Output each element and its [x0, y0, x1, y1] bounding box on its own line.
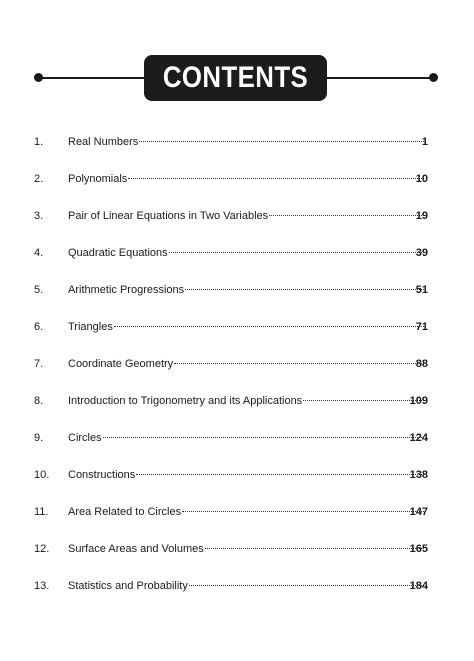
page-number: 138: [409, 469, 428, 481]
title-box: [144, 55, 327, 101]
dot-leader: [103, 437, 424, 438]
chapter-number: 8.: [34, 395, 44, 407]
chapter-number: 3.: [34, 210, 44, 222]
toc-row[interactable]: [0, 578, 474, 598]
dot-leader: [169, 252, 424, 253]
page-number: 147: [409, 506, 428, 518]
toc-entry: [68, 395, 426, 407]
dot-leader: [269, 215, 424, 216]
chapter-number: 7.: [34, 358, 44, 370]
header-dot-left: [34, 73, 43, 82]
toc-row[interactable]: [0, 171, 474, 191]
toc-row[interactable]: [0, 134, 474, 154]
chapter-title: Quadratic Equations: [68, 247, 168, 259]
toc-row[interactable]: [0, 430, 474, 450]
chapter-number: 1.: [34, 136, 44, 148]
dot-leader: [205, 548, 424, 549]
dot-leader: [303, 400, 424, 401]
toc-entry: [68, 469, 426, 481]
chapter-number: 11.: [34, 506, 49, 518]
chapter-title: Surface Areas and Volumes: [68, 543, 204, 555]
chapter-title: Introduction to Trigonometry and its Applications: [68, 395, 303, 407]
chapter-number: 9.: [34, 432, 44, 444]
chapter-number: 5.: [34, 284, 44, 296]
chapter-number: 4.: [34, 247, 44, 259]
dot-leader: [114, 326, 424, 327]
header-rule-left: [38, 77, 150, 79]
toc-entry: [68, 136, 426, 148]
toc-entry: [68, 432, 426, 444]
toc-entry: [68, 321, 426, 333]
toc-entry: [68, 247, 426, 259]
chapter-title: Arithmetic Progressions: [68, 284, 185, 296]
page-number: 39: [415, 247, 428, 259]
dot-leader: [174, 363, 424, 364]
page-number: 10: [415, 173, 428, 185]
page-number: 19: [415, 210, 428, 222]
page-number: 71: [415, 321, 428, 333]
toc-row[interactable]: [0, 541, 474, 561]
page-number: 1: [421, 136, 428, 148]
toc-row[interactable]: [0, 356, 474, 376]
chapter-title: Pair of Linear Equations in Two Variables: [68, 210, 269, 222]
toc-row[interactable]: [0, 319, 474, 339]
toc-row[interactable]: [0, 393, 474, 413]
toc-row[interactable]: [0, 245, 474, 265]
chapter-number: 2.: [34, 173, 44, 185]
toc-entry: [68, 210, 426, 222]
toc-row[interactable]: [0, 282, 474, 302]
page-number: 165: [409, 543, 428, 555]
chapter-title: Statistics and Probability: [68, 580, 188, 592]
dot-leader: [189, 585, 424, 586]
toc-entry: [68, 173, 426, 185]
contents-header: [0, 55, 474, 101]
dot-leader: [136, 474, 424, 475]
page-title: CONTENTS: [162, 61, 309, 94]
chapter-title: Coordinate Geometry: [68, 358, 174, 370]
page-number: 184: [409, 580, 428, 592]
chapter-number: 6.: [34, 321, 44, 333]
page-number: 51: [415, 284, 428, 296]
chapter-title: Triangles: [68, 321, 113, 333]
chapter-number: 10.: [34, 469, 50, 481]
dot-leader: [139, 141, 424, 142]
header-dot-right: [429, 73, 438, 82]
toc-row[interactable]: [0, 467, 474, 487]
chapter-number: 12.: [34, 543, 50, 555]
chapter-number: 13.: [34, 580, 50, 592]
dot-leader: [128, 178, 424, 179]
header-rule-right: [322, 77, 432, 79]
toc-entry: [68, 580, 426, 592]
toc-entry: [68, 506, 426, 518]
chapter-title: Area Related to Circles: [68, 506, 182, 518]
toc-entry: [68, 358, 426, 370]
page-number: 109: [409, 395, 428, 407]
dot-leader: [185, 289, 424, 290]
chapter-title: Constructions: [68, 469, 136, 481]
toc-row[interactable]: [0, 208, 474, 228]
page-number: 88: [415, 358, 428, 370]
chapter-title: Polynomials: [68, 173, 128, 185]
chapter-title: Circles: [68, 432, 102, 444]
toc-row[interactable]: [0, 504, 474, 524]
toc-entry: [68, 543, 426, 555]
toc-entry: [68, 284, 426, 296]
dot-leader: [182, 511, 424, 512]
page-number: 124: [409, 432, 428, 444]
chapter-title: Real Numbers: [68, 136, 139, 148]
